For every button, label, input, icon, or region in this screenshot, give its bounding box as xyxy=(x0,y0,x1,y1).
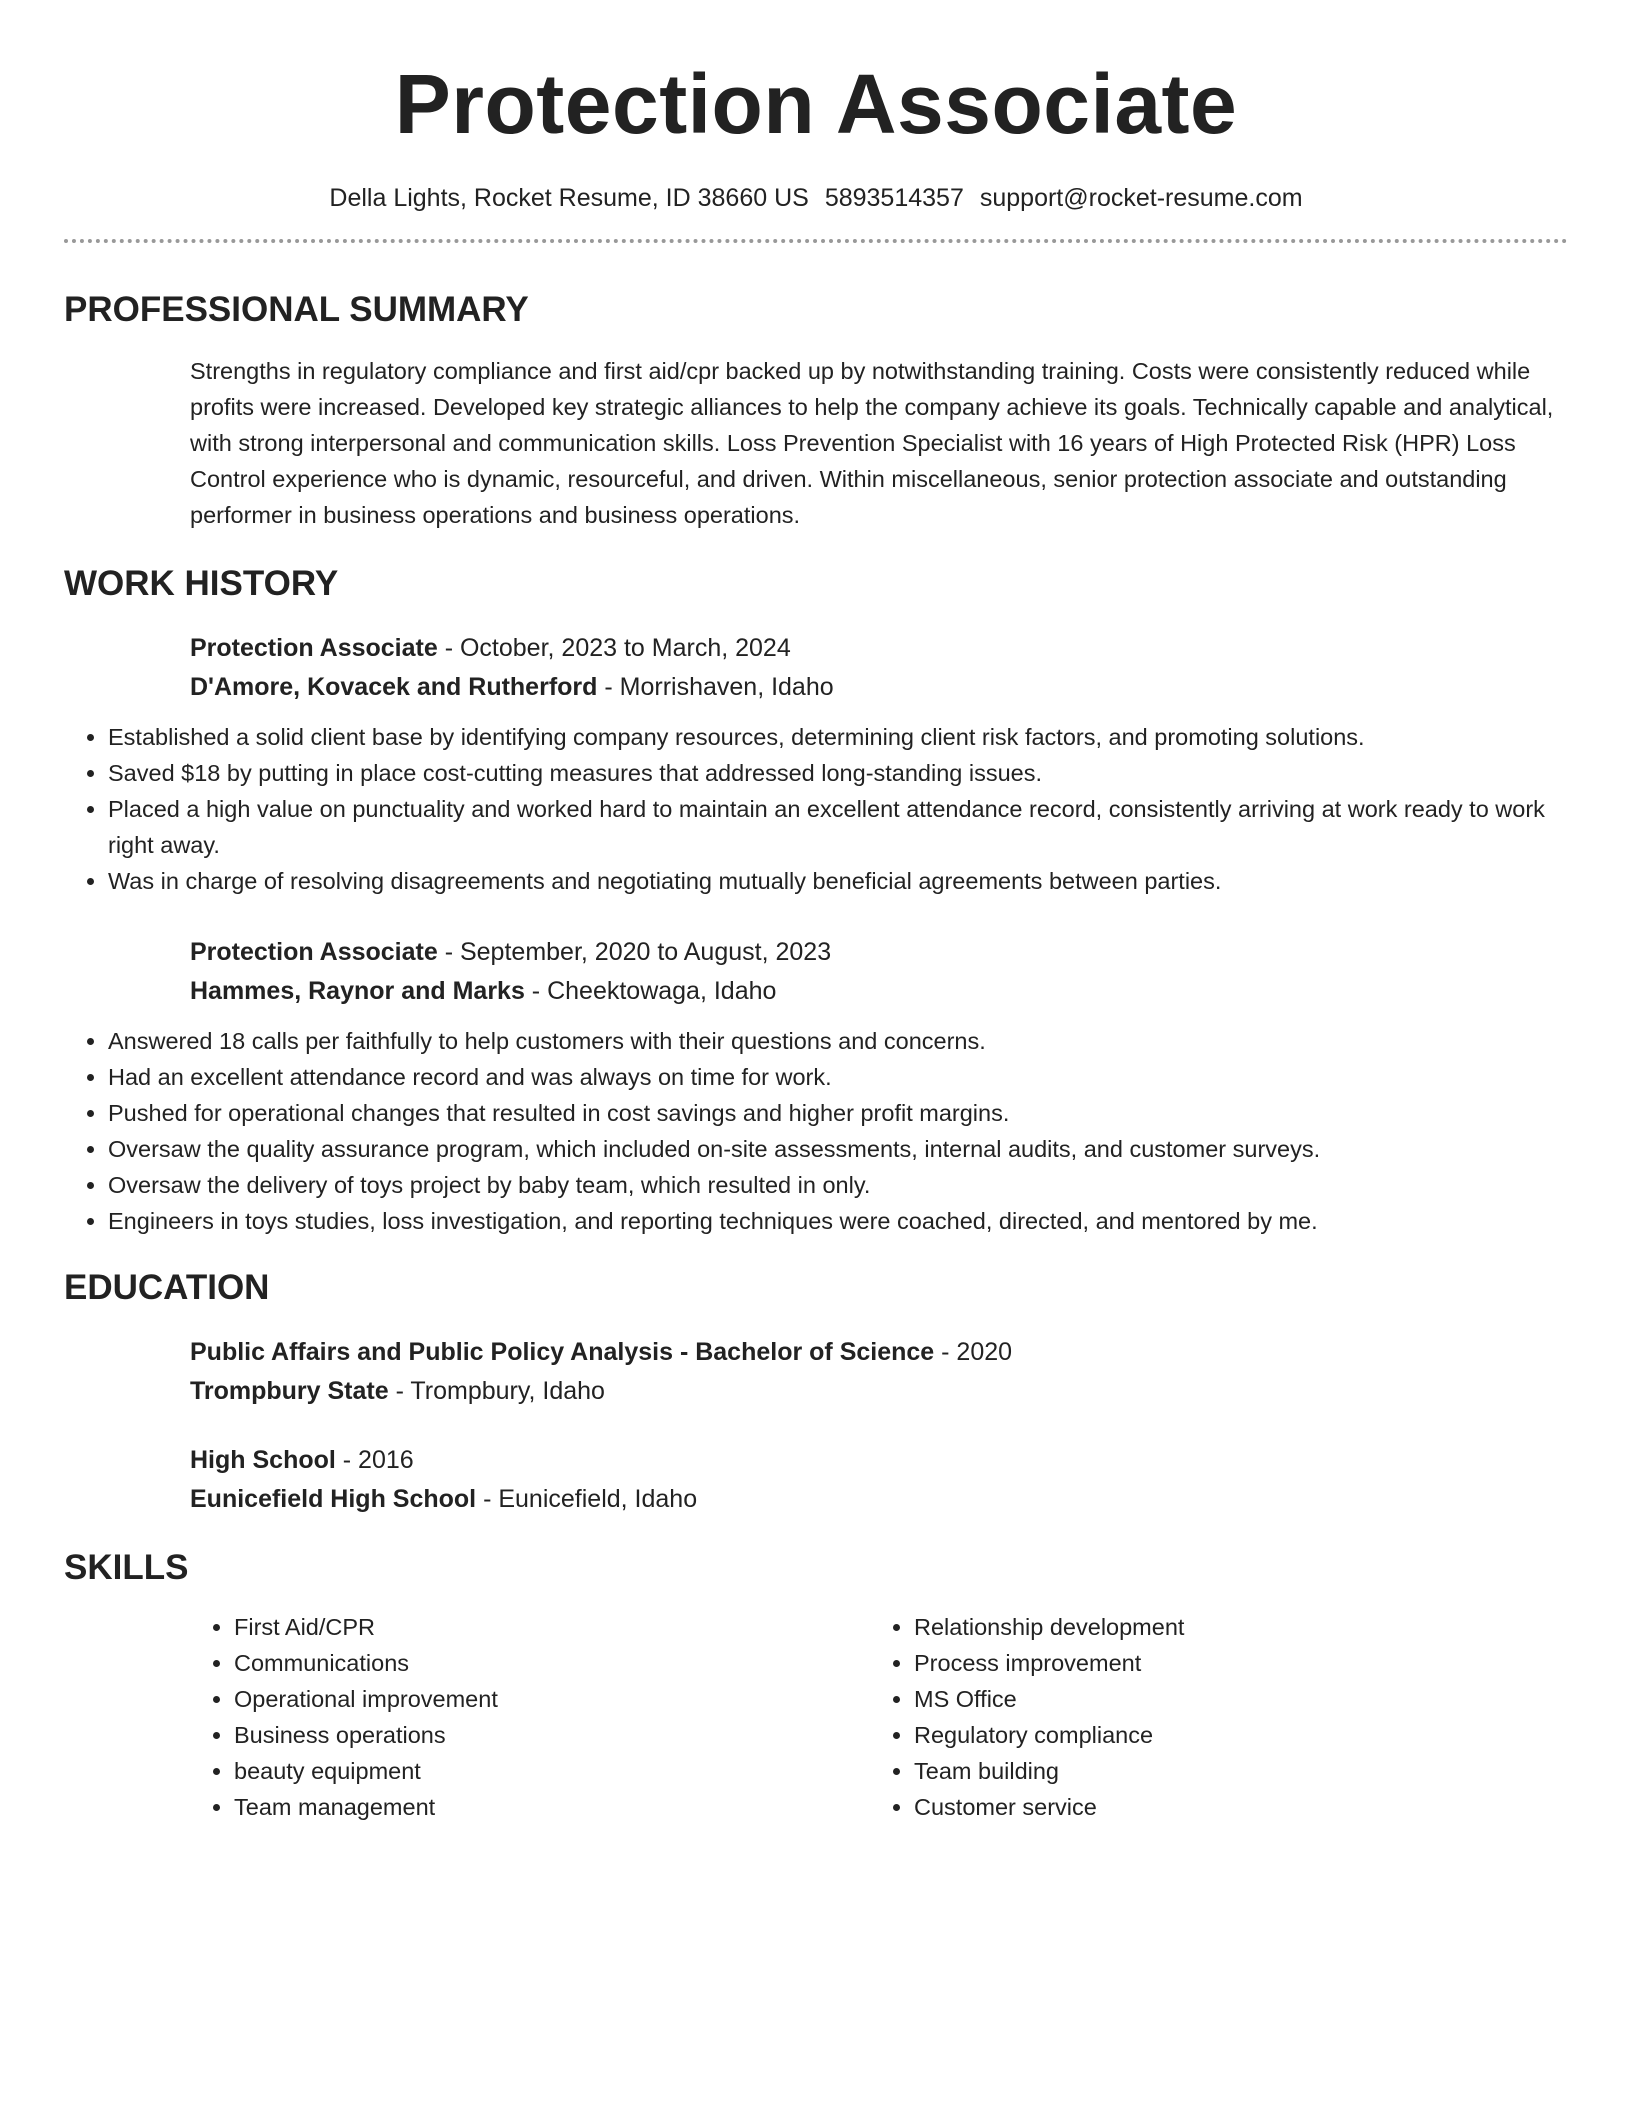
education-school: Trompbury State xyxy=(190,1377,389,1405)
job-bullets xyxy=(64,1023,1568,1239)
skill-item: • Team management xyxy=(234,1789,870,1825)
skill-item: • Regulatory compliance xyxy=(914,1717,1568,1753)
education-school-line xyxy=(190,1480,1568,1519)
contact-phone: 5893514357 xyxy=(824,184,964,212)
job-bullet: • Oversaw the delivery of toys project by baby team, which resulted in only. xyxy=(108,1167,1568,1203)
job-company-line xyxy=(190,668,1568,707)
job-title-line xyxy=(190,629,1568,668)
contact-email: support@rocket-resume.com xyxy=(979,184,1303,212)
job-position: Protection Associate xyxy=(190,938,438,966)
skills-list xyxy=(190,1609,1568,1825)
job-dates: - October, 2023 to March, 2024 xyxy=(437,634,791,662)
education-school: Eunicefield High School xyxy=(190,1485,477,1513)
education-degree: Public Affairs and Public Policy Analysis - Bachelor of Science xyxy=(190,1338,935,1366)
skill-item: • Process improvement xyxy=(914,1645,1568,1681)
skill-item: • MS Office xyxy=(914,1681,1568,1717)
contact-line xyxy=(64,183,1568,213)
education-heading: EDUCATION xyxy=(64,1268,270,1307)
job-location: - Morrishaven, Idaho xyxy=(597,673,834,701)
education-degree-line xyxy=(190,1333,1568,1372)
job-bullet: • Answered 18 calls per faithfully to help customers with their questions and concerns. xyxy=(108,1023,1568,1059)
education-year: - 2020 xyxy=(934,1338,1013,1366)
skill-item: • Operational improvement xyxy=(234,1681,870,1717)
skill-item: • Team building xyxy=(914,1753,1568,1789)
skill-item: • Business operations xyxy=(234,1717,870,1753)
education-location: - Trompbury, Idaho xyxy=(388,1377,605,1405)
job-entry xyxy=(190,629,1568,707)
skills-column-right xyxy=(870,1609,1568,1825)
summary-text: Strengths in regulatory compliance and first aid/cpr backed up by notwithstanding training. Costs were consistently reduced while profits were increased. Developed key strategic alliances to help the company achieve its goals. Technically capable and analytical, with strong interpersonal and communication skills. Loss Prevention Specialist with 16 years of High Protected Risk (HPR) Loss Control experience who is dynamic, resourceful, and driven. Within miscellaneous, senior protection associate and outstanding performer in business operations and business operations. xyxy=(190,358,1554,528)
job-title-line xyxy=(190,933,1568,972)
job-company: Hammes, Raynor and Marks xyxy=(190,977,525,1005)
job-company-line xyxy=(190,972,1568,1011)
job-bullet: • Was in charge of resolving disagreements and negotiating mutually beneficial agreements between parties. xyxy=(108,863,1568,899)
education-location: - Eunicefield, Idaho xyxy=(476,1485,698,1513)
job-bullet: • Pushed for operational changes that resulted in cost savings and higher profit margins. xyxy=(108,1095,1568,1131)
education-year: - 2016 xyxy=(335,1446,414,1474)
job-bullets xyxy=(64,719,1568,899)
skill-item: • beauty equipment xyxy=(234,1753,870,1789)
education-entry xyxy=(190,1441,1568,1519)
contact-address: Della Lights, Rocket Resume, ID 38660 US xyxy=(329,184,809,212)
skill-item: • Communications xyxy=(234,1645,870,1681)
skill-item: • Relationship development xyxy=(914,1609,1568,1645)
job-bullet: • Established a solid client base by identifying company resources, determining client risk factors, and promoting solutions. xyxy=(108,719,1568,755)
job-bullet: • Placed a high value on punctuality and worked hard to maintain an excellent attendance record, consistently arriving at work ready to work right away. xyxy=(108,791,1568,863)
education-entry xyxy=(190,1333,1568,1411)
skills-heading: SKILLS xyxy=(64,1548,189,1587)
job-bullet: • Had an excellent attendance record and was always on time for work. xyxy=(108,1059,1568,1095)
skill-item: • Customer service xyxy=(914,1789,1568,1825)
job-bullet: • Engineers in toys studies, loss investigation, and reporting techniques were coached, directed, and mentored by me. xyxy=(108,1203,1568,1239)
skill-item: • First Aid/CPR xyxy=(234,1609,870,1645)
summary-heading: PROFESSIONAL SUMMARY xyxy=(64,290,529,329)
resume-name: Protection Associate xyxy=(394,57,1238,151)
education-degree-line xyxy=(190,1441,1568,1480)
education-degree: High School xyxy=(190,1446,336,1474)
job-company: D'Amore, Kovacek and Rutherford xyxy=(190,673,598,701)
job-bullet: • Oversaw the quality assurance program, which included on-site assessments, internal audits, and customer surveys. xyxy=(108,1131,1568,1167)
job-location: - Cheektowaga, Idaho xyxy=(524,977,777,1005)
header-divider xyxy=(64,239,1568,243)
work-history-heading: WORK HISTORY xyxy=(64,564,339,603)
job-bullet: • Saved $18 by putting in place cost-cutting measures that addressed long-standing issues. xyxy=(108,755,1568,791)
education-school-line xyxy=(190,1372,1568,1411)
job-dates: - September, 2020 to August, 2023 xyxy=(437,938,832,966)
skills-column-left xyxy=(190,1609,870,1825)
job-entry xyxy=(190,933,1568,1011)
job-position: Protection Associate xyxy=(190,634,438,662)
